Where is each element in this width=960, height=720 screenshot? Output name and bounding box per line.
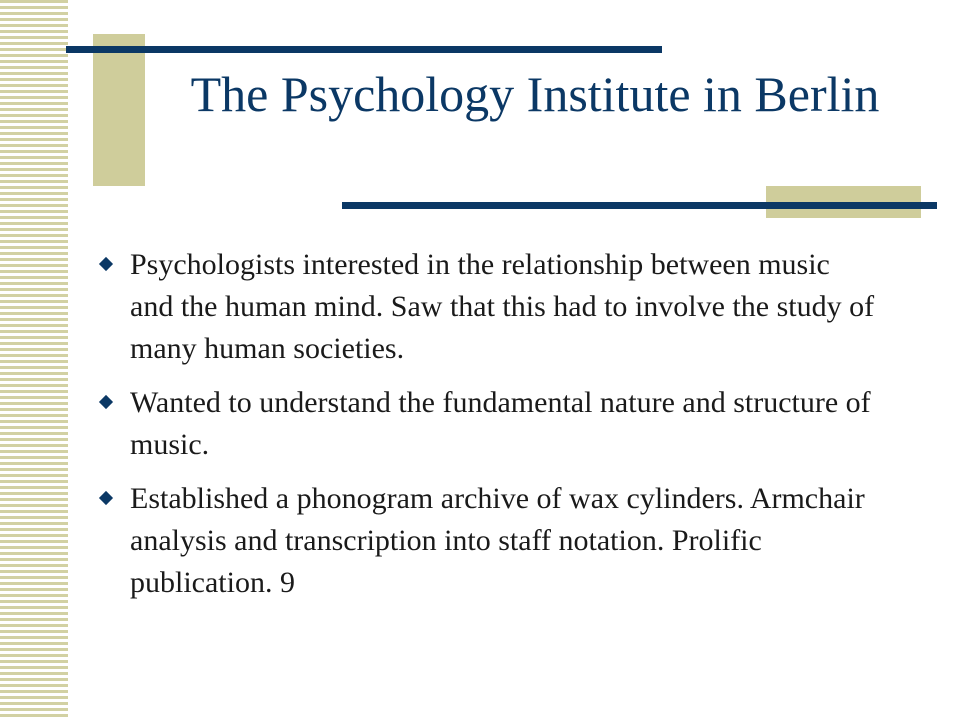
title-rule-bottom [342,202,937,209]
diamond-bullet-icon [99,395,113,409]
bullet-text: Psychologists interested in the relationship between music and the human mind. Saw that this had to involve the study of many human societies. [130,248,875,365]
decorative-tan-block-top [93,34,145,186]
bullet-item [98,244,878,370]
bullet-list [98,244,878,616]
diamond-bullet-icon [99,491,113,505]
bullet-item [98,478,878,604]
bullet-text: Established a phonogram archive of wax cylinders. Armchair analysis and transcription into staff notation. Prolific publication. 9 [130,482,865,599]
slide-title: The Psychology Institute in Berlin [190,66,880,122]
title-rule-top [66,46,662,53]
diamond-bullet-icon [99,257,113,271]
decorative-stripe-band [0,0,68,720]
bullet-text: Wanted to understand the fundamental nature and structure of music. [130,386,871,461]
bullet-item [98,382,878,466]
